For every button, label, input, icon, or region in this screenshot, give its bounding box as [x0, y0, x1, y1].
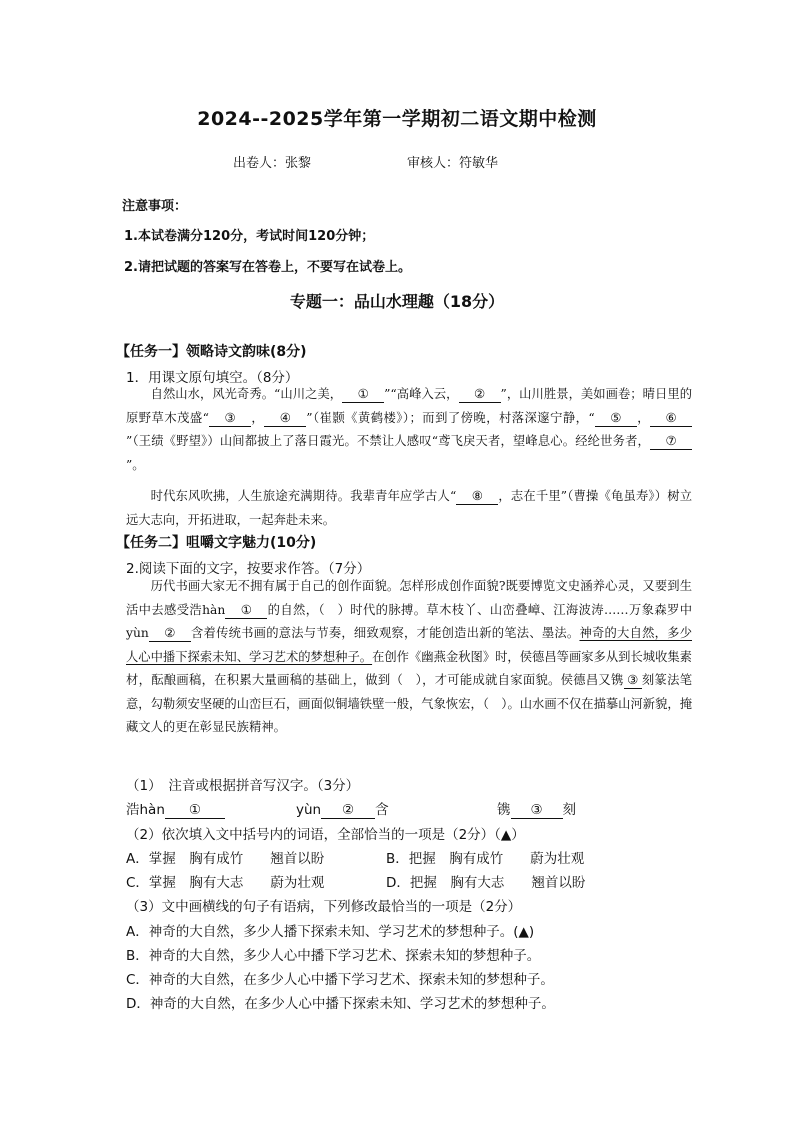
answer-blank: ③ — [624, 673, 642, 689]
option-c: C．神奇的大自然，在多少人心中播下学习艺术、探索未知的梦想种子。 — [126, 972, 554, 988]
setter-name: 出卷人：张黎 — [233, 156, 312, 171]
question-1: 1．用课文原句填空。（8分） — [126, 370, 299, 386]
option-b: B．把握 胸有成竹 蔚为壮观 — [386, 851, 585, 867]
option-d: D．神奇的大自然，在多少人心中播下探索未知、学习艺术的梦想种子。 — [126, 996, 555, 1012]
notice-item: 1.本试卷满分120分，考试时间120分钟； — [124, 229, 375, 244]
answer-blank: ② — [321, 803, 375, 819]
task1-heading: 【任务一】领略诗文韵味(8分) — [116, 344, 307, 360]
pinyin-item: 镌 ③ 刻 — [497, 802, 576, 818]
answer-blank: ① — [165, 803, 225, 819]
answer-blank: ① — [225, 603, 267, 619]
topic-heading: 专题一：品山水理趣（18分） — [289, 292, 505, 311]
reviewer-name: 审核人：符敏华 — [407, 156, 499, 171]
notice-item: 2.请把试题的答案写在答卷上，不要写在试卷上。 — [124, 260, 411, 275]
answer-blank: ③ — [209, 411, 251, 427]
pinyin-item: yùn ② 含 — [296, 802, 389, 818]
option-b: B．神奇的大自然，多少人心中播下学习艺术、探索未知的梦想种子。 — [126, 948, 541, 964]
exam-title: 2024--2025学年第一学期初二语文期中检测 — [197, 108, 597, 130]
option-a: A．神奇的大自然，多少人播下探索未知、学习艺术的梦想种子。(▲) — [126, 924, 535, 940]
subquestion-3: （3）文中画横线的句子有语病，下列修改最恰当的一项是（2分） — [126, 899, 522, 915]
option-c: C．掌握 胸有大志 蔚为壮观 — [126, 875, 325, 891]
subquestion-1: （1） 注音或根据拼音写汉字。（3分） — [126, 778, 360, 794]
notice-heading: 注意事项： — [122, 199, 188, 214]
answer-blank: ⑤ — [595, 411, 637, 427]
task2-heading: 【任务二】咀嚼文字魅力(10分) — [116, 535, 317, 551]
fill-in-paragraph-1: 自然山水，风光奇秀。“山川之美， ① ”“高峰入云， ② ”，山川胜景，美如画卷；晴日里的原野草木茂盛“ ③ ， ④ ”（崔颢《黄鹤楼》）；而到了傍晚，村落深邃宁静，“ ⑤ ， ⑥”（王绩《野望》）山间都披上了落日霞光。不禁让人感叹“鸢飞戾天者，望峰息心。经纶世务者， ⑦”。 — [126, 387, 692, 472]
fill-in-paragraph-2: 时代东风吹拂，人生旅途充满期待。我辈青年应学古人“ ⑧ ，志在千里”（曹操《龟虽寿》）树立远大志向，开拓进取，一起奔赴未来。 — [126, 489, 692, 527]
answer-blank: ⑧ — [456, 489, 498, 505]
answer-blank: ⑥ — [650, 411, 692, 427]
option-d: D．把握 胸有大志 翘首以盼 — [386, 875, 586, 891]
answer-blank: ① — [342, 387, 384, 403]
answer-blank: ④ — [264, 411, 306, 427]
answer-blank: ② — [149, 626, 191, 642]
subquestion-2: （2）依次填入文中括号内的词语，全部恰当的一项是（2分）（▲） — [126, 827, 525, 843]
answer-blank: ⑦ — [650, 434, 692, 450]
answer-blank: ③ — [511, 803, 563, 819]
underlined-sentence: 神奇的大自然，多少人心中播下探索未知、学习艺术的梦想种子。 — [126, 626, 692, 664]
pinyin-item: 浩hàn ① — [126, 798, 225, 819]
option-a: A．掌握 胸有成竹 翘首以盼 — [126, 851, 325, 867]
reading-passage: 历代书画大家无不拥有属于自己的创作面貌。怎样形成创作面貌?既要博览文史涵养心灵，又要到生活中去感受浩hàn ① 的自然，（ ）时代的脉搏。草木枝丫、山峦叠嶂、江海波涛……万象森罗中yùn ② 含着传统书画的意法与节奏，细致观察，才能创造出新的笔法、墨法。神奇的大自然，多少人心中播下探索未知、学习艺术的梦想种子。在创作《幽燕金秋图》时，侯德昌等画家多从到长城收集素材，酝酿画稿，在积累大量画稿的基础上，做到（ ），才可能成就自家面貌。侯德昌又镌 ③ 刻篆法笔意，勾勒须安坚硬的山峦巨石，画面似铜墙铁壁一般，气象恢宏，（ ）。山水画不仅在描摹山河新貌，掩藏文人的更在彰显民族精神。 — [126, 579, 692, 734]
question-2: 2.阅读下面的文字，按要求作答。（7分） — [126, 561, 371, 577]
answer-blank: ② — [459, 387, 501, 403]
